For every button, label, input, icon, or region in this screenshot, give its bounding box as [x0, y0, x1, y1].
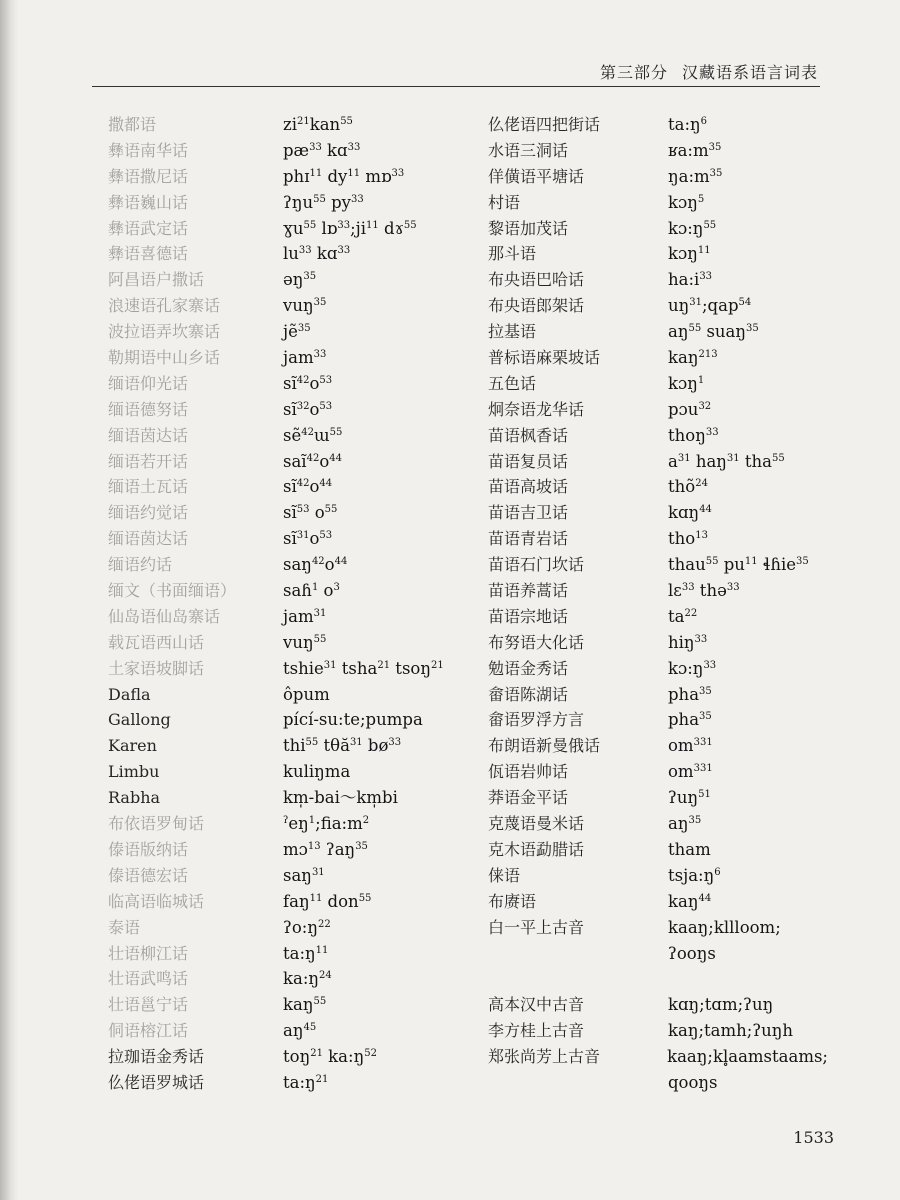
language-name: 苗语吉卫话 — [488, 503, 569, 523]
word-form: kaaŋ;klllоom; — [668, 917, 781, 937]
word-entry — [488, 992, 828, 1018]
word-form: $aŋ^{35}$ — [668, 814, 702, 834]
word-entry — [488, 164, 828, 190]
word-form: tshie$^{31}$ tsha$^{21}$ tsoŋ$^{21}$ — [283, 658, 444, 678]
word-entry — [108, 630, 468, 656]
word-form: $om^{331}$ — [668, 736, 713, 756]
language-name: 缅语土瓦话 — [108, 477, 189, 497]
word-entry — [108, 682, 468, 708]
word-form: kɔŋ$^{11}$ — [668, 244, 711, 264]
word-form: $ka:ŋ^{24}$ — [283, 969, 332, 989]
word-entry — [488, 371, 828, 397]
language-name: 壮语武鸣话 — [108, 969, 189, 989]
word-form: kɑŋ$^{44}$ — [668, 503, 712, 523]
word-entry — [108, 526, 468, 552]
word-form: faŋ$^{11}$ don$^{55}$ — [283, 891, 372, 911]
word-entry — [108, 733, 468, 759]
section-title: 汉藏语系语言词表 — [681, 63, 818, 82]
language-name: 炯奈语龙华话 — [488, 399, 585, 419]
word-entry — [108, 759, 468, 785]
word-form: ʔooŋs — [668, 943, 716, 963]
word-entry — [108, 863, 468, 889]
page-number: 1533 — [793, 1128, 834, 1147]
language-name: 水语三洞话 — [488, 140, 569, 160]
header-rule — [92, 86, 820, 87]
word-form: kuliŋma — [283, 762, 351, 782]
word-form: $sĩ^{42}o^{44}$ — [283, 477, 333, 497]
word-entry — [108, 112, 468, 138]
language-name: 载瓦语西山话 — [108, 632, 205, 652]
column-right — [488, 112, 828, 1096]
word-entry — [108, 552, 468, 578]
word-entry — [488, 500, 828, 526]
word-entry — [108, 707, 468, 733]
word-entry — [488, 966, 828, 992]
word-entry — [488, 578, 828, 604]
word-entry — [108, 241, 468, 267]
word-entry — [108, 164, 468, 190]
word-entry — [488, 474, 828, 500]
word-entry — [108, 1018, 468, 1044]
word-form: $lu^{33}$ kɑ$^{33}$ — [283, 244, 351, 264]
word-form: jam$^{31}$ — [283, 606, 327, 626]
word-form: ʔŋu$^{55}$ $py^{33}$ — [283, 192, 364, 212]
language-name: 傣语德宏话 — [108, 865, 189, 885]
word-form: thoŋ$^{33}$ — [668, 425, 719, 445]
language-name: 彝语撒尼话 — [108, 166, 189, 186]
language-name: 浪速语孔家寨话 — [108, 296, 221, 316]
language-name: 彝语武定话 — [108, 218, 189, 238]
word-form: $ta:ŋ^6$ — [668, 115, 708, 134]
word-form: tham — [668, 839, 711, 859]
word-entry — [488, 759, 828, 785]
language-name: Limbu — [108, 762, 160, 782]
word-form: $pæ^{33}$ kɑ$^{33}$ — [283, 140, 361, 160]
word-entry — [108, 500, 468, 526]
language-name: 侗语榕江话 — [108, 1021, 189, 1041]
word-form: kɔŋ$^5$ — [668, 192, 705, 212]
word-form: jẽ$^{35}$ — [283, 322, 311, 342]
word-form: kɑŋ;tɑm;ʔuŋ — [668, 995, 774, 1015]
language-name: 佯僙语平塘话 — [488, 166, 585, 186]
language-name: 缅语茵达话 — [108, 529, 189, 549]
language-name: Karen — [108, 736, 157, 756]
word-form: ʔuŋ$^{51}$ — [668, 788, 711, 808]
word-form: ɣu$^{55}$ $lɒ^{33};ji^{11}$ dɤ$^{55}$ — [283, 218, 417, 238]
language-name: 布赓语 — [488, 891, 537, 911]
language-name: 莽语金平话 — [488, 788, 569, 808]
language-name: 布依语罗甸话 — [108, 814, 205, 834]
word-form: kaŋ;tamh;ʔuŋh — [668, 1021, 794, 1041]
word-form: vuŋ$^{35}$ — [283, 296, 327, 316]
word-form: $sĩ^{32}o^{53}$ — [283, 399, 333, 419]
word-form: $aŋ^{55}$ suaŋ$^{35}$ — [668, 322, 759, 342]
word-entry — [108, 1044, 468, 1070]
word-form: $zi^{21}kan^{55}$ — [283, 115, 353, 134]
word-form: $uŋ^{31};qap^{54}$ — [668, 296, 752, 316]
word-entry — [488, 837, 828, 863]
word-entry — [108, 449, 468, 475]
language-name: 仫佬语四把街话 — [488, 115, 601, 134]
language-name: 白一平上古音 — [488, 917, 585, 937]
running-head — [586, 60, 818, 83]
word-entry — [488, 423, 828, 449]
language-name: 仫佬语罗城话 — [108, 1072, 205, 1092]
word-entry — [108, 293, 468, 319]
language-name: 缅语约觉话 — [108, 503, 189, 523]
word-entry — [108, 837, 468, 863]
word-entry — [108, 966, 468, 992]
language-name: 苗语复员话 — [488, 451, 569, 471]
word-entry — [108, 1070, 468, 1096]
word-form: saŋ$^{31}$ — [283, 865, 325, 885]
language-name: 彝语喜德话 — [108, 244, 189, 264]
language-name: 临高语临城话 — [108, 891, 205, 911]
word-form: $saŋ^{42}o^{44}$ — [283, 555, 348, 575]
word-form: km̩-bai～km̩bi — [283, 788, 398, 808]
book-spine-shadow — [0, 0, 18, 1200]
word-entry — [488, 552, 828, 578]
language-name: Dafla — [108, 684, 151, 704]
word-entry — [108, 319, 468, 345]
language-name: 畲语罗浮方言 — [488, 710, 585, 730]
language-name: 撒都语 — [108, 115, 157, 134]
word-entry — [488, 785, 828, 811]
word-form: $tsja:ŋ^6$ — [668, 865, 721, 885]
word-entry — [108, 371, 468, 397]
language-name: Rabha — [108, 788, 161, 808]
language-name: 阿昌语户撒话 — [108, 270, 205, 290]
word-form: toŋ$^{21}$ $ka:ŋ^{52}$ — [283, 1047, 377, 1067]
language-name: 克蔑语曼米话 — [488, 814, 585, 834]
word-entry — [108, 423, 468, 449]
word-form: qooŋs — [668, 1073, 718, 1093]
word-form: kɔŋ$^1$ — [668, 373, 705, 393]
word-entry — [488, 267, 828, 293]
word-entry — [108, 578, 468, 604]
word-form: kaaŋ;kl̥aamstaams; — [667, 1047, 828, 1067]
language-name: 苗语枫香话 — [488, 425, 569, 445]
language-name: 布努语大化话 — [488, 632, 585, 652]
word-entry — [488, 190, 828, 216]
word-form: əŋ$^{35}$ — [283, 270, 317, 290]
word-form: ôpum — [283, 684, 330, 704]
language-name: 彝语南华话 — [108, 140, 189, 160]
language-name: 傣语版纳话 — [108, 839, 189, 859]
language-name: 克木语勐腊话 — [488, 839, 585, 859]
word-entry — [488, 863, 828, 889]
word-entry — [108, 811, 468, 837]
word-form: $om^{331}$ — [668, 762, 713, 782]
word-entry — [108, 216, 468, 242]
language-name: 缅文（书面缅语） — [108, 581, 237, 601]
language-name: 缅语仰光话 — [108, 373, 189, 393]
word-entry — [488, 889, 828, 915]
language-name: 那斗语 — [488, 244, 537, 264]
word-entry — [488, 293, 828, 319]
word-form: $kɔ:ŋ^{33}$ — [668, 658, 717, 678]
word-entry — [488, 682, 828, 708]
word-form: $saĩ^{42}o^{44}$ — [283, 451, 342, 471]
word-entry — [108, 941, 468, 967]
word-form: $ta:ŋ^{21}$ — [283, 1072, 329, 1092]
word-entry — [108, 656, 468, 682]
word-entry — [108, 267, 468, 293]
language-name: 五色话 — [488, 373, 537, 393]
word-form: vuŋ$^{55}$ — [283, 632, 327, 652]
word-form: $ŋa:m^{35}$ — [668, 166, 723, 186]
word-form: sẽ$^{42}$ɯ$^{55}$ — [283, 425, 343, 445]
language-name: 缅语若开话 — [108, 451, 189, 471]
word-form: $a^{31}$ haŋ$^{31}$ tha$^{55}$ — [668, 451, 785, 471]
language-name: 布朗语新曼俄话 — [488, 736, 601, 756]
language-name: 黎语加茂话 — [488, 218, 569, 238]
language-name: 苗语宗地话 — [488, 606, 569, 626]
word-entry — [488, 656, 828, 682]
word-entry — [488, 604, 828, 630]
word-form: kaŋ$^{55}$ — [283, 995, 327, 1015]
word-entry — [488, 707, 828, 733]
word-entry — [488, 526, 828, 552]
part-label: 第三部分 — [599, 63, 668, 82]
language-name: 土家语坡脚话 — [108, 658, 205, 678]
word-entry — [488, 915, 828, 941]
word-form: lɛ$^{33}$ thə$^{33}$ — [668, 581, 740, 601]
word-entry — [108, 190, 468, 216]
word-entry — [488, 1044, 828, 1070]
word-entry — [108, 397, 468, 423]
word-form: hiŋ$^{33}$ — [668, 632, 708, 652]
word-form: thi$^{55}$ tθă$^{31}$ $bø^{33}$ — [283, 736, 402, 756]
word-form: thau$^{55}$ $pu^{11}$ ɬɦie$^{35}$ — [668, 555, 809, 575]
word-form: $sĩ^{31}o^{53}$ — [283, 529, 333, 549]
word-form: $ʔo:ŋ^{22}$ — [283, 917, 331, 937]
word-form: $kɔ:ŋ^{55}$ — [668, 218, 717, 238]
word-form: $ta:ŋ^{11}$ — [283, 943, 329, 963]
language-name: 拉基语 — [488, 322, 537, 342]
word-entry — [488, 630, 828, 656]
word-entry — [108, 474, 468, 500]
language-name: 苗语青岩话 — [488, 529, 569, 549]
word-form: saɦ$^1$ $o^3$ — [283, 581, 340, 601]
word-entry — [488, 941, 828, 967]
word-entry — [488, 138, 828, 164]
word-entry — [488, 811, 828, 837]
word-entry — [488, 449, 828, 475]
language-name: 拉珈语金秀话 — [108, 1047, 205, 1067]
language-name: 缅语德努话 — [108, 399, 189, 419]
language-name: 村语 — [488, 192, 521, 212]
word-form: pɔu$^{32}$ — [668, 399, 712, 419]
word-entry — [488, 345, 828, 371]
language-name: 郑张尚芳上古音 — [488, 1047, 601, 1067]
word-entry — [488, 112, 828, 138]
word-entry — [108, 138, 468, 164]
language-name: Gallong — [108, 710, 171, 730]
word-form: thõ$^{24}$ — [668, 477, 708, 497]
word-form: jam$^{33}$ — [283, 348, 327, 368]
language-name: 仙岛语仙岛寨话 — [108, 606, 221, 626]
word-entry — [488, 1070, 828, 1096]
word-form: $aŋ^{45}$ — [283, 1021, 317, 1041]
word-form: $ta^{22}$ — [668, 606, 698, 626]
word-entry — [488, 241, 828, 267]
word-entry — [488, 1018, 828, 1044]
language-name: 李方桂上古音 — [488, 1021, 585, 1041]
word-form: tho$^{13}$ — [668, 529, 708, 549]
language-name: 勒期语中山乡话 — [108, 348, 221, 368]
language-name: 苗语石门坎话 — [488, 555, 585, 575]
word-form: $sĩ^{53}$ $o^{55}$ — [283, 503, 338, 523]
word-entry — [488, 397, 828, 423]
word-form: $ha:i^{33}$ — [668, 270, 713, 290]
word-entry — [108, 785, 468, 811]
language-name: 壮语柳江话 — [108, 943, 189, 963]
language-name: 俫语 — [488, 865, 521, 885]
language-name: 苗语高坡话 — [488, 477, 569, 497]
language-name: 普标语麻栗坡话 — [488, 348, 601, 368]
column-left — [108, 112, 468, 1096]
language-name: 布央语郎架话 — [488, 296, 585, 316]
word-entry — [488, 319, 828, 345]
word-entry — [488, 733, 828, 759]
language-name: 缅语约话 — [108, 555, 173, 575]
word-entry — [108, 915, 468, 941]
language-name: 佤语岩帅话 — [488, 762, 569, 782]
language-name: 畲语陈湖话 — [488, 684, 569, 704]
word-form: $ʁa:m^{35}$ — [668, 140, 722, 160]
language-name: 彝语巍山话 — [108, 192, 189, 212]
word-form: $^ʔeŋ^1;fia:m^2$ — [283, 814, 370, 834]
language-name: 波拉语弄坎寨话 — [108, 322, 221, 342]
language-name: 苗语养蒿话 — [488, 581, 569, 601]
language-name: 缅语茵达话 — [108, 425, 189, 445]
word-form: mɔ$^{13}$ ʔaŋ$^{35}$ — [283, 839, 368, 859]
language-name: 高本汉中古音 — [488, 995, 585, 1015]
language-name: 布央语巴哈话 — [488, 270, 585, 290]
word-entry — [108, 889, 468, 915]
word-entry — [488, 216, 828, 242]
word-form: pha$^{35}$ — [668, 710, 712, 730]
word-form: kaŋ$^{213}$ — [668, 348, 718, 368]
word-form: phɪ$^{11}$ $dy^{11}$ mɒ$^{33}$ — [283, 166, 405, 186]
word-form: $sĩ^{42}o^{53}$ — [283, 373, 333, 393]
word-entry — [108, 345, 468, 371]
word-form: kaŋ$^{44}$ — [668, 891, 712, 911]
word-entry — [108, 992, 468, 1018]
language-name: 壮语邕宁话 — [108, 995, 189, 1015]
word-form: pha$^{35}$ — [668, 684, 712, 704]
language-name: 泰语 — [108, 917, 141, 937]
language-name: 勉语金秀话 — [488, 658, 569, 678]
word-form: pící-su:te;pumpa — [283, 710, 423, 730]
word-entry — [108, 604, 468, 630]
